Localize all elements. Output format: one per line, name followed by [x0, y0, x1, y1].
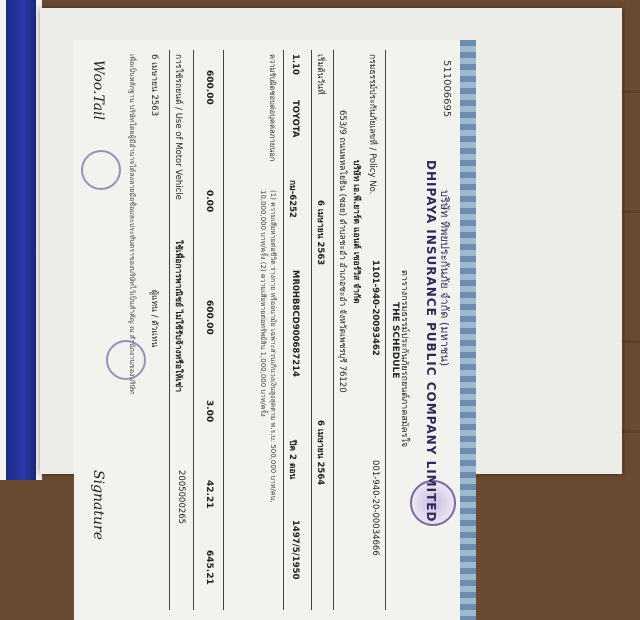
header-band — [460, 40, 476, 620]
insured-name: บริษัท เอ.พี.ยาร์ด แอนด์ เซอร์วิส จำกัด — [351, 160, 361, 304]
divider — [169, 50, 170, 610]
divider — [283, 50, 284, 610]
agent-no: 2005000265 — [176, 470, 186, 525]
period-to: 6 เมษายน 2564 — [315, 420, 325, 486]
vehicle-code: 1.10 — [290, 54, 300, 75]
chassis-number: MR0HB8CD900687214 — [290, 270, 300, 377]
coverage-header: ความรับผิดชอบต่อบุคคลภายนอก — [268, 54, 277, 162]
divider — [333, 50, 334, 610]
issue-date: 6 เมษายน 2563 — [149, 54, 159, 117]
schedule-title-english: THE SCHEDULE — [390, 302, 400, 379]
divider — [193, 50, 194, 610]
vehicle-make: TOYOTA — [290, 100, 300, 138]
premium-net-alt: 600.00 — [204, 300, 214, 335]
license-plate: กม-6252 — [287, 180, 297, 218]
company-name-english: DHIPAYA INSURANCE PUBLIC COMPANY LIMITED — [424, 160, 438, 523]
signature-left: Woo.Tail — [90, 60, 106, 121]
period-from: 6 เมษายน 2563 — [315, 200, 325, 266]
blue-folder — [6, 0, 36, 480]
use-label: การใช้รถยนต์ / Use of Motor Vehicle — [173, 54, 183, 200]
coverage-note: (1) ความเสียหายต่อชีวิต ร่างกาย หรืออนามัย เฉพาะส่วนเกินวงเงินสูงสุดตาม พ.ร.บ. 500,000 บาท/คน, 10,000,000 บาท/ครั้ง (2) ความเสียหายต่อทรัพย์สิน 1,000,000 บาท/ครั้ง — [259, 190, 277, 503]
footer-text: เพื่อเป็นหลักฐาน บริษัทโดยผู้มีอำนาจได้ลงลายมือชื่อและประทับตราของบริษัทไว้เป็นสำคัญ ณ สำนักงานของบริษัท — [128, 54, 136, 394]
period-from-label: เริ่มต้นวันที่ — [315, 54, 325, 95]
company-name-thai: บริษัท ทิพยประกันภัย จำกัด (มหาชน) — [438, 190, 451, 367]
engine-cc: 1497/5/1950 — [290, 520, 300, 580]
divider — [385, 50, 386, 610]
schedule-title-thai: ตารางกรมธรรม์ประกันภัยรถยนต์ภาคสมัครใจ — [399, 270, 409, 448]
signature-right: Signature — [90, 470, 106, 541]
premium-net: 600.00 — [204, 70, 214, 105]
body-type: ปิค 2 ตอน — [287, 440, 297, 480]
divider — [223, 50, 224, 610]
use-value: ใช้เพื่อการพาณิชย์ ไม่ใช้รับจ้างหรือให้เช่า — [173, 240, 183, 393]
reference-no: 001-940-20-00034666 — [370, 460, 380, 556]
insurance-document — [40, 8, 622, 585]
premium-total: 645.21 — [204, 550, 214, 585]
policy-no: 1101-940-20093462 — [370, 260, 380, 356]
insured-address: 653/9 ถนนพหลโยธิน (ซอย) ตำบลชะอำ อำเภอชะอำ จังหวัดเพชรบุรี 76120 — [337, 110, 347, 393]
deductible: 0.00 — [204, 190, 214, 213]
policy-no-label: กรมธรรม์ประกันภัยเลขที่ / Policy No. — [367, 54, 377, 195]
premium-stamp: 3.00 — [204, 400, 214, 423]
divider — [311, 50, 312, 610]
company-seal-2 — [106, 340, 146, 380]
document-number: 511006695 — [441, 60, 452, 118]
premium-vat: 42.21 — [204, 480, 214, 509]
rotated-page — [74, 40, 476, 620]
company-seal — [81, 150, 121, 190]
agent-label: ผู้แทน / ตัวแทน — [149, 290, 159, 348]
